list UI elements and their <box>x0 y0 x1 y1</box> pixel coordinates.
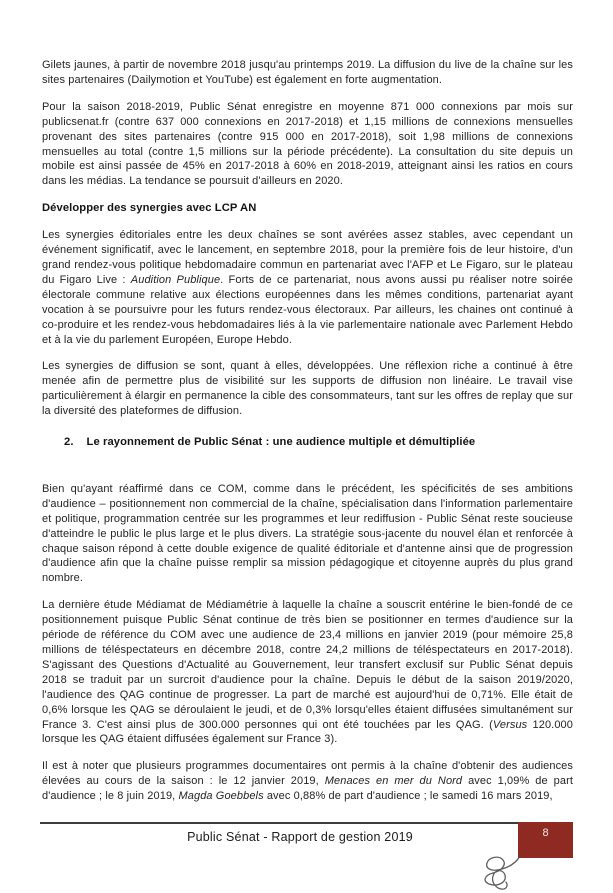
section-title: Le rayonnement de Public Sénat : une audience multiple et démultipliée <box>86 436 476 449</box>
section-heading-rayonnement <box>64 435 573 450</box>
text-run: avec 1,09% de part d'audience ; le 8 juin 2019, <box>42 775 573 803</box>
paragraph-mediamat <box>42 598 573 747</box>
page-footer <box>0 820 613 893</box>
italic-title-audition-publique: Audition Publique <box>130 273 221 286</box>
footer-title: Public Sénat - Rapport de gestion 2019 <box>187 830 413 844</box>
paragraph-ambitions-audience: Bien qu'ayant réaffirmé dans ce COM, comme dans le précédent, les spécificités de ses ambitions d'audience – positionnement non commercial de la chaîne, spécialisation dans l'information parlementaire et politique, programmation centrée sur les programmes et leur rediffusion - Public Sénat reste soucieuse d'atteindre le public le plus large et le plus divers. La stratégie sous-jacente du nouvel élan et renforcée à chaque saison répond à cette double exigence de qualité éditoriale et d'antenne ainsi que de progression d'audience afin que la chaîne puisse remplir sa mission pédagogique et citoyenne auprès du plus grand nombre. <box>42 482 573 585</box>
text-run: Les synergies éditoriales entre les deux chaînes se sont avérées assez stables, avec cependant un événement significatif, avec le lancement, en septembre 2018, pour la première fois de leur histoire, d'un grand rendez-vous politique hebdomadaire commun en partenariat avec l'AFP et Le Figaro, sur le plateau du Figaro Live : <box>42 229 573 286</box>
page-number: 8 <box>542 827 549 839</box>
text-run: La dernière étude Médiamat de Médiamétrie à laquelle la chaîne a souscrit entérine le bien-fondé de ce positionnement puisque Public Sénat continue de très bien se positionner en termes d'audience sur la période de référence du COM avec une audience de 23,4 millions en janvier 2019 (pour mémoire 25,8 millions de téléspectateurs en décembre 2018, contre 24,2 millions de téléspectateurs en 2017-2018). S'agissant des Questions d'Actualité au Gouvernement, leur transfert exclusif sur Public Sénat depuis 2018 se traduit par un surcroit d'audience pour la chaîne. Depuis le début de la saison 2019/2020, l'audience des QAG continue de progresser. La part de marché est aujourd'hui de 0,71%. Elle était de 0,6% lorsque les QAG se déroulaient le jeudi, et de 0,3% lorsqu'elles étaient diffusées simultanément sur France 3. C'est ainsi plus de 300.000 personnes qui ont été touchées par les QAG. ( <box>42 599 573 731</box>
italic-versus: Versus <box>492 718 528 731</box>
paragraph-gilets-jaunes: Gilets jaunes, à partir de novembre 2018 jusqu'au printemps 2019. La diffusion du live de la chaîne sur les sites partenaires (Dailymotion et YouTube) est également en forte augmentation. <box>42 59 573 86</box>
italic-title-menaces-en-mer-du-nord: Menaces en mer du Nord <box>324 775 463 788</box>
paragraph-synergies-diffusion: Les synergies de diffusion se sont, quant à elles, développées. Une réflexion riche a continué à être menée afin de permettre plus de visibilité sur les supports de diffusion non linéaire. Le travail vise particulièrement à élargir en permanence la cible des consommateurs, tant sur les offres de replay que sur la diversité des plateformes de diffusion. <box>42 360 573 418</box>
text-run: 120.000 lorsque les QAG étaient diffusées également sur France 3). <box>42 718 573 746</box>
paragraph-synergies-editoriales <box>42 228 573 347</box>
paragraph-connexions: Pour la saison 2018-2019, Public Sénat enregistre en moyenne 871 000 connexions par mois sur publicsenat.fr (contre 637 000 connexions en 2017-2018) et 1,15 millions de connexions mensuelles provenant des sites partenaires (contre 915 000 en 2017-2018), soit 1,98 millions de connexions mensuelles au total (contre 1,5 millions sur la période précédente). La consultation du site depuis un mobile est ainsi passée de 45% en 2017-2018 à 60% en 2018-2019, atteignant ainsi les ratios en cours dans les médias. La tendance se poursuit d'ailleurs en 2020. <box>42 100 573 188</box>
text-run: Il est à noter que plusieurs programmes documentaires ont permis à la chaîne d'obtenir des audiences élevées au cours de la saison : le 12 janvier 2019, <box>42 760 573 788</box>
page-content <box>42 58 573 816</box>
paragraph-documentaires <box>42 759 573 804</box>
section-heading-synergies: Développer des synergies avec LCP AN <box>42 202 257 215</box>
section-number: 2. <box>64 436 74 449</box>
text-run: avec 0,88% de part d'audience ; le samedi 16 mars 2019, <box>263 790 553 803</box>
footer-rule <box>40 822 519 824</box>
italic-title-magda-goebbels: Magda Goebbels <box>178 790 264 803</box>
text-run: . Forts de ce partenariat, nous avons aussi pu réaliser notre soirée électorale commune relative aux élections européennes dans les mêmes conditions, partenariat ayant vocation à se poursuivre pour les futurs rendez-vous électoraux. Par ailleurs, les chaines ont continué à co-produire et les rendez-vous hebdomadaires liés à la vie parlementaire nationale avec Parlement Hebdo et à la vie du parlement Européen, Europe Hebdo. <box>42 273 573 346</box>
signature-scribble <box>476 842 528 892</box>
